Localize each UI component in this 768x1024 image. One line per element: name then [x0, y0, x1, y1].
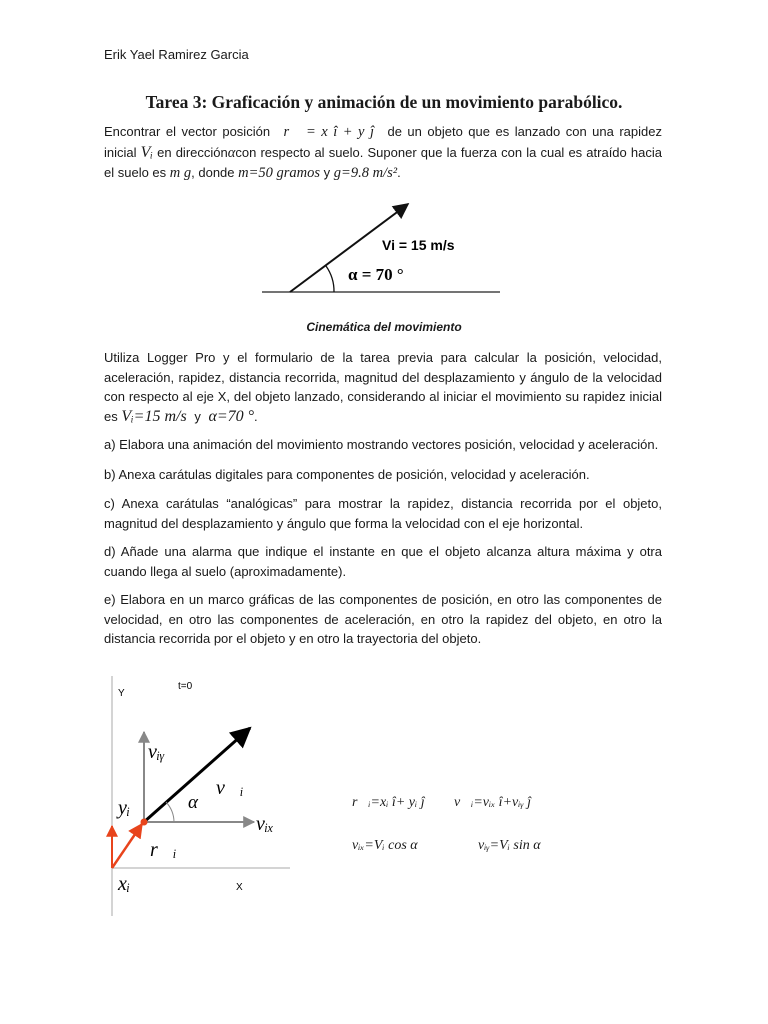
item-e: e) Elabora en un marco gráficas de las componentes de posición, en otro las componentes de velocidad, en otro las componentes de aceleración, en otro la rapidez del objeto, en otro la distancia recorrida por el objeto y en otro la trayectoria del objeto. [104, 592, 662, 646]
intro-text-2: de un objeto que es lanzado con una rapidez inicial [104, 124, 662, 160]
intro-text-1: Encontrar el vector posición [104, 124, 271, 139]
intro-text-6: y [323, 165, 331, 180]
ri-equation: r⃗ᵢ=xᵢ î+ yᵢ ĵ [352, 795, 425, 810]
initial-speed-symbol: Vᵢ [140, 143, 153, 161]
time-label: t=0 [178, 681, 193, 692]
page-title: Tarea 3: Graficación y animación de un movimiento parabólico. [145, 92, 623, 112]
item-a: a) Elabora una animación del movimiento mostrando vectores posición, velocidad y aceleración. [104, 437, 659, 452]
alpha-value-equation: α=70 ° [208, 407, 255, 425]
viy-equation: vᵢᵧ=Vᵢ sin α [478, 838, 541, 853]
intro-text-5: , donde [191, 165, 235, 180]
vix-label: vᵢₓ [256, 813, 274, 835]
ri-label: r⃗ᵢ [150, 839, 177, 861]
mass-equation: m=50 gramos [238, 165, 321, 181]
viy-label: vᵢᵧ [148, 741, 165, 763]
intro-text-3: en dirección [157, 144, 228, 160]
alpha-label: α [188, 792, 198, 813]
item-b: b) Anexa carátulas digitales para componentes de posición, velocidad y aceleración. [104, 467, 590, 482]
alpha-arc [166, 802, 174, 822]
angle-label: α = 70 ° [348, 265, 404, 284]
para1-text: Utiliza Logger Pro y el formulario de la tarea previa para calcular la posición, velocidad, aceleración, rapidez, distancia recorrida, magnitud del desplazamiento y ángulo de la velocidad con respecto al eje X, del objeto lanzado, considerando al iniciar el movimiento su rapidez inicial es [104, 350, 662, 424]
intro-text-4: con respecto al suelo. Suponer que la fuerza con la cual es atraído hacia el suelo es [104, 144, 662, 180]
y-axis-label: Y [118, 688, 125, 699]
vix-equation: vᵢₓ=Vᵢ cos α [352, 838, 418, 853]
vi-label: v⃗ᵢ [216, 777, 244, 799]
vi-value-equation: Vᵢ=15 m/s [121, 407, 187, 425]
item-d: d) Añade una alarma que indique el instante en que el objeto alcanza altura máxima y otra cuando llega al suelo (aproximadamente). [104, 544, 662, 579]
intro-text-7: . [397, 165, 401, 180]
xi-label: xᵢ [118, 873, 131, 895]
para1-conj: y [194, 408, 201, 424]
position-vector-equation: r⃗ = x î + y ĵ [283, 124, 374, 140]
author-name: Erik Yael Ramirez Garcia [104, 47, 249, 62]
launch-diagram [250, 190, 520, 300]
para1-end: . [254, 408, 258, 424]
angle-arc [326, 266, 334, 292]
x-axis-label: X [236, 882, 243, 893]
mg-symbol: m g [169, 165, 192, 181]
paragraph-logger-pro [104, 348, 662, 426]
intro-paragraph [104, 122, 662, 184]
gravity-equation: g=9.8 m/s² [333, 165, 398, 181]
yi-label: yᵢ [118, 797, 131, 819]
alpha-symbol: α [227, 144, 236, 161]
initial-position-point [141, 819, 148, 826]
section-subtitle: Cinemática del movimiento [306, 320, 462, 334]
vi-equation: v⃗ᵢ=vᵢₓ î+vᵢᵧ ĵ [454, 795, 532, 810]
item-c: c) Anexa carátulas “analógicas” para mostrar la rapidez, distancia recorrida por el objeto, magnitud del desplazamiento y ángulo que forma la velocidad con el eje horizontal. [104, 496, 662, 531]
vector-diagram [90, 672, 330, 922]
ri-vector-arrow [112, 824, 142, 868]
velocity-label: Vi = 15 m/s [382, 237, 455, 253]
